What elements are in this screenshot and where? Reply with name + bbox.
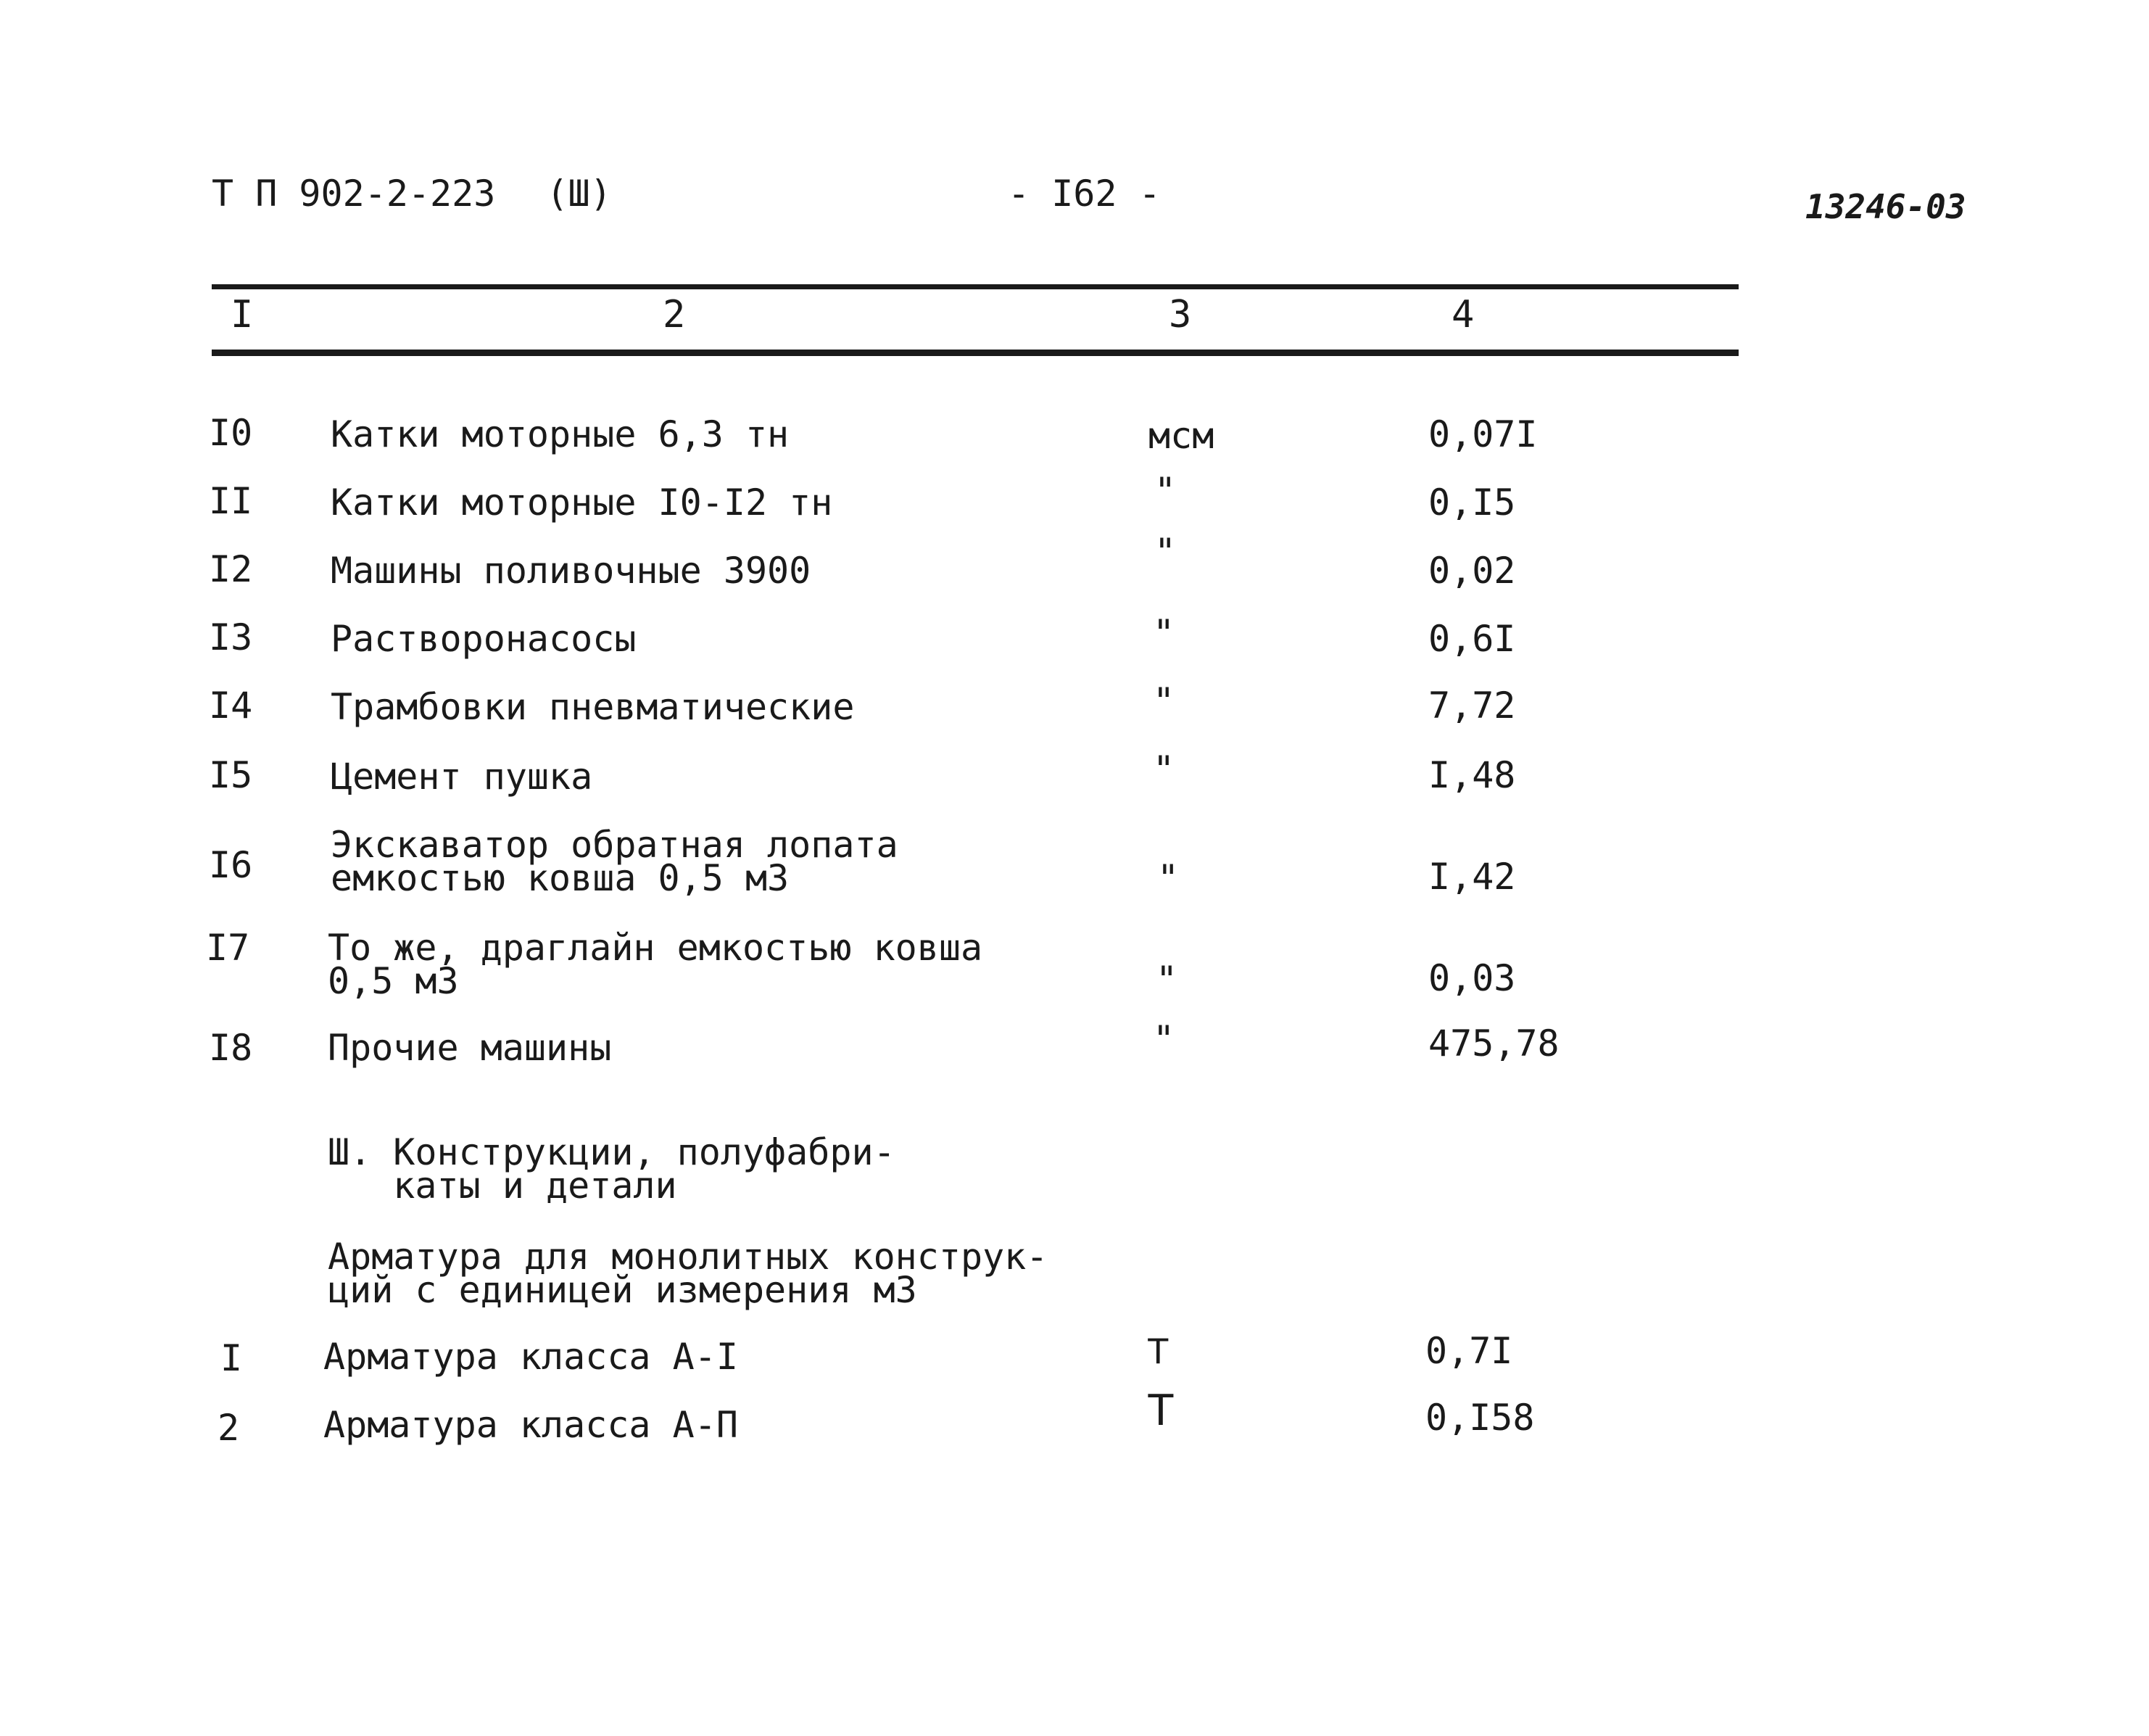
row-number: I8 [209, 1027, 253, 1069]
row-number: I6 [209, 844, 253, 886]
row-name-line2: емкостью ковша 0,5 м3 [331, 857, 790, 899]
row-name: Катки моторные I0-I2 тн [331, 481, 833, 524]
row-number: I3 [209, 616, 253, 658]
document-designation [212, 173, 612, 215]
row-number: I7 [206, 927, 250, 969]
row-value: I,48 [1428, 754, 1516, 796]
row-name: Прочие машины [328, 1027, 612, 1069]
designation-code: Т П 902-2-223 [212, 173, 496, 215]
row-unit: Т [1147, 1331, 1169, 1371]
row-number: I5 [209, 754, 253, 796]
page-number: - I62 - [1008, 173, 1161, 215]
row-value: 0,03 [1428, 957, 1516, 999]
row-name: Машины поливочные 3900 [331, 550, 811, 592]
row-name: Экскаватор обратная лопата [331, 824, 898, 866]
row-value: 0,7I [1425, 1330, 1513, 1372]
column-number-2: 2 [663, 293, 686, 336]
section-title: Ш. Конструкции, полуфабри- [328, 1131, 895, 1173]
row-value: 0,I58 [1425, 1397, 1535, 1439]
row-number: II [209, 480, 253, 522]
row-value: 0,6I [1428, 618, 1516, 660]
row-value: I,42 [1428, 856, 1516, 898]
row-unit: " [1153, 1018, 1175, 1060]
section-subtitle: Арматура для монолитных конструк- [328, 1236, 1048, 1278]
row-unit: " [1153, 748, 1175, 790]
column-number-1: I [231, 293, 254, 336]
column-number-4: 4 [1452, 293, 1475, 336]
row-value: 7,72 [1428, 685, 1516, 727]
row-value: 0,02 [1428, 550, 1516, 592]
row-unit: " [1153, 680, 1175, 722]
row-name: Катки моторные 6,3 тн [331, 413, 790, 455]
archive-code: 13246-03 [1805, 187, 1966, 226]
table-header-bottom-rule [212, 350, 1739, 356]
table-top-rule [212, 284, 1739, 289]
row-number: I4 [209, 685, 253, 727]
row-value: 475,78 [1428, 1022, 1560, 1065]
row-number: I [220, 1337, 243, 1379]
row-name: То же, драглайн емкостью ковша [328, 927, 983, 969]
row-name: Арматура класса А-I [323, 1336, 738, 1378]
row-number: I2 [209, 548, 253, 590]
row-unit: мсм [1148, 415, 1214, 457]
row-value: 0,I5 [1428, 481, 1516, 524]
row-number: I0 [209, 412, 253, 454]
row-name: Арматура класса А-П [323, 1404, 738, 1446]
row-unit: " [1153, 612, 1175, 654]
row-name: Цемент пушка [331, 756, 593, 798]
column-number-3: 3 [1169, 293, 1192, 336]
designation-part: (Ш) [546, 173, 612, 215]
row-name-line2: 0,5 м3 [328, 960, 459, 1002]
row-value: 0,07I [1428, 413, 1538, 455]
row-unit: Т [1147, 1385, 1175, 1435]
row-unit: " [1157, 857, 1180, 899]
row-unit: " [1154, 470, 1177, 512]
section-title-line2: каты и детали [328, 1165, 677, 1207]
row-number: 2 [218, 1407, 240, 1449]
row-name: Трамбовки пневматические [331, 686, 855, 728]
row-name: Растворонасосы [331, 618, 637, 660]
row-unit: " [1156, 959, 1178, 1001]
section-subtitle-line2: ций с единицей измерения м3 [328, 1269, 917, 1311]
row-unit: " [1154, 531, 1177, 573]
